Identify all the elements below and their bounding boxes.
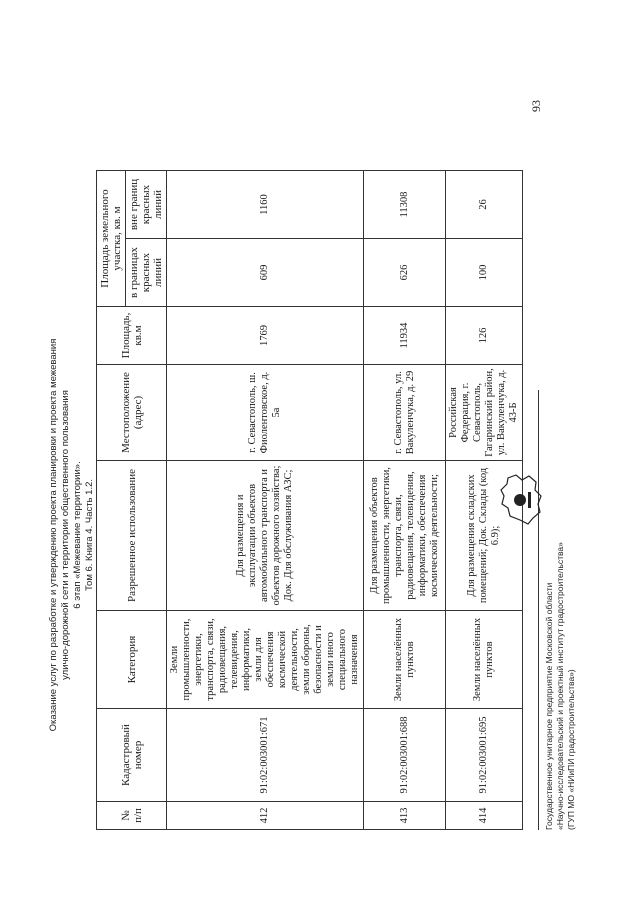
cell-address: Российская Федерация, г. Севастополь, Гагаринский район, ул. Вакуленчука, д. 43-Б bbox=[446, 365, 523, 461]
header-line-3: 6 этап «Межевание территории». bbox=[72, 461, 83, 609]
cell-num: 412 bbox=[167, 802, 364, 830]
cell-area: 1769 bbox=[167, 307, 364, 365]
header-line-2: улично-дорожной сети и территории общественного пользования bbox=[60, 390, 71, 680]
document-header bbox=[48, 315, 96, 755]
page-number: 93 bbox=[529, 100, 543, 112]
cell-cadastral: 91:02:003001:695 bbox=[446, 709, 523, 802]
document-footer bbox=[544, 410, 577, 830]
header-use: Разрешенное использование bbox=[97, 461, 167, 611]
header-within: в границах красных линий bbox=[126, 239, 167, 307]
cell-use: Для размещения и эксплуатации объектов автомобильного транспорта и объектов дорожного хозяйства; Док. Для обслуживания АЗС; bbox=[167, 461, 364, 611]
header-num: № п/п bbox=[97, 802, 167, 830]
table-row bbox=[364, 171, 446, 830]
cell-category: Земли населённых пунктов bbox=[364, 611, 446, 709]
header-address: Местоположение (адрес) bbox=[97, 365, 167, 461]
cell-num: 413 bbox=[364, 802, 446, 830]
header-outside: вне границ красных линий bbox=[126, 171, 167, 239]
cell-within: 100 bbox=[446, 239, 523, 307]
footer-divider bbox=[538, 390, 539, 830]
cell-within: 626 bbox=[364, 239, 446, 307]
moscow-region-map-logo-icon bbox=[498, 470, 544, 530]
header-line-4: Том 6. Книга 4. Часть 1.2. bbox=[84, 478, 95, 592]
header-category: Категория bbox=[97, 611, 167, 709]
header-cadastral: Кадастровый номер bbox=[97, 709, 167, 802]
cell-outside: 11308 bbox=[364, 171, 446, 239]
land-plots-table bbox=[96, 170, 523, 830]
header-line-1: Оказание услуг по разработке и утверждению проекта планировки и проекта межевания bbox=[48, 338, 59, 732]
cell-outside: 1160 bbox=[167, 171, 364, 239]
cell-num: 414 bbox=[446, 802, 523, 830]
header-area: Площадь, кв.м bbox=[97, 307, 167, 365]
cell-category: Земли населённых пунктов bbox=[446, 611, 523, 709]
footer-line-2: «Научно-исследовательский и проектный институт градостроительства» bbox=[555, 542, 565, 830]
table-row bbox=[167, 171, 364, 830]
header-land-area: Площадь земельного участка, кв. м bbox=[97, 171, 126, 307]
cell-outside: 26 bbox=[446, 171, 523, 239]
footer-line-1: Государственное унитарное предприятие Московской области bbox=[544, 582, 554, 830]
cell-address: г. Севастополь, ул. Вакуленчука, д. 29 bbox=[364, 365, 446, 461]
cell-category: Земли промышленности, энергетики, транспорта, связи, радиовещания, телевидения, информатики, земли для обеспечения космической деятельности, земли обороны, безопасности и земли иного специального назначения bbox=[167, 611, 364, 709]
cell-use: Для размещения складских помещений; Док. Склады (код 6.9); bbox=[446, 461, 523, 611]
cell-cadastral: 91:02:003001:688 bbox=[364, 709, 446, 802]
cell-within: 609 bbox=[167, 239, 364, 307]
cell-cadastral: 91:02:003001:671 bbox=[167, 709, 364, 802]
cell-area: 126 bbox=[446, 307, 523, 365]
cell-area: 11934 bbox=[364, 307, 446, 365]
footer-line-3: (ГУП МО «НИиПИ градостроительства») bbox=[566, 669, 576, 830]
cell-use: Для размещения объектов промышленности, энергетики, транспорта, связи, радиовещания, телевидения, информатики, обеспечения космической деятельности; bbox=[364, 461, 446, 611]
cell-address: г. Севастополь, ш. Фиолентовское, д. 5а bbox=[167, 365, 364, 461]
